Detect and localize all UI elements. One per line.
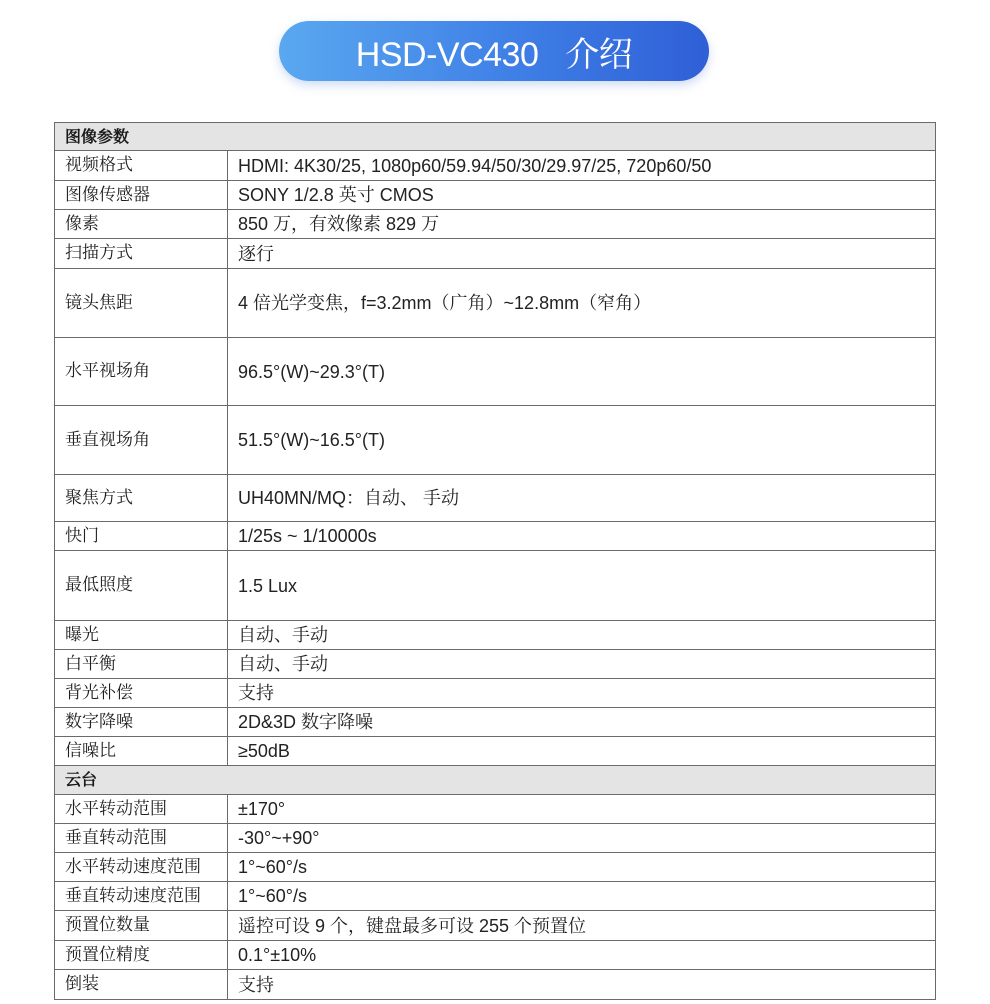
spec-value: 4 倍光学变焦，f=3.2mm（广角）~12.8mm（窄角） [228, 269, 936, 338]
spec-value: 0.1°±10% [228, 941, 936, 970]
spec-label: 镜头焦距 [55, 269, 228, 338]
spec-value: -30°~+90° [228, 824, 936, 853]
table-row [55, 679, 936, 708]
spec-label: 快门 [55, 522, 228, 551]
spec-label: 预置位精度 [55, 941, 228, 970]
spec-value: 支持 [228, 679, 936, 708]
section-header-image [55, 123, 936, 151]
spec-value: 1.5 Lux [228, 551, 936, 621]
table-row [55, 406, 936, 475]
spec-value: SONY 1/2.8 英寸 CMOS [228, 181, 936, 210]
spec-label: 信噪比 [55, 737, 228, 766]
spec-label: 图像传感器 [55, 181, 228, 210]
spec-label: 水平视场角 [55, 338, 228, 406]
spec-value: 支持 [228, 970, 936, 1000]
spec-label: 视频格式 [55, 151, 228, 181]
table-row [55, 551, 936, 621]
table-row [55, 522, 936, 551]
table-row [55, 650, 936, 679]
spec-label: 倒装 [55, 970, 228, 1000]
table-row [55, 151, 936, 181]
title-banner [279, 21, 709, 81]
page-title: HSD-VC430 介绍 [355, 35, 633, 74]
spec-table [54, 122, 936, 1000]
table-row [55, 239, 936, 269]
table-row [55, 882, 936, 911]
spec-value: ±170° [228, 795, 936, 824]
spec-value: 2D&3D 数字降噪 [228, 708, 936, 737]
spec-value: 逐行 [228, 239, 936, 269]
spec-value: UH40MN/MQ：自动、 手动 [228, 475, 936, 522]
spec-value: 1/25s ~ 1/10000s [228, 522, 936, 551]
table-row [55, 269, 936, 338]
spec-label: 扫描方式 [55, 239, 228, 269]
spec-label: 垂直转动范围 [55, 824, 228, 853]
spec-label: 曝光 [55, 621, 228, 650]
spec-value: 1°~60°/s [228, 853, 936, 882]
spec-value: ≥50dB [228, 737, 936, 766]
table-row [55, 737, 936, 766]
table-row [55, 941, 936, 970]
table-row [55, 853, 936, 882]
table-row [55, 475, 936, 522]
table-row [55, 181, 936, 210]
spec-value: 自动、手动 [228, 621, 936, 650]
spec-value: 850 万，有效像素 829 万 [228, 210, 936, 239]
table-row [55, 795, 936, 824]
section-header-ptz [55, 766, 936, 795]
spec-label: 像素 [55, 210, 228, 239]
table-row [55, 824, 936, 853]
spec-label: 预置位数量 [55, 911, 228, 941]
spec-value: 遥控可设 9 个，键盘最多可设 255 个预置位 [228, 911, 936, 941]
spec-value: 51.5°(W)~16.5°(T) [228, 406, 936, 475]
spec-value: 96.5°(W)~29.3°(T) [228, 338, 936, 406]
section-title: 图像参数 [55, 123, 936, 151]
spec-label: 聚焦方式 [55, 475, 228, 522]
table-row [55, 338, 936, 406]
spec-label: 垂直视场角 [55, 406, 228, 475]
table-row [55, 970, 936, 1000]
spec-label: 背光补偿 [55, 679, 228, 708]
spec-value: HDMI: 4K30/25, 1080p60/59.94/50/30/29.97/25, 720p60/50 [228, 151, 936, 181]
spec-label: 数字降噪 [55, 708, 228, 737]
section-title: 云台 [55, 766, 936, 795]
spec-value: 自动、手动 [228, 650, 936, 679]
table-row [55, 621, 936, 650]
spec-label: 垂直转动速度范围 [55, 882, 228, 911]
spec-label: 水平转动速度范围 [55, 853, 228, 882]
table-row [55, 708, 936, 737]
spec-label: 最低照度 [55, 551, 228, 621]
spec-label: 白平衡 [55, 650, 228, 679]
spec-label: 水平转动范围 [55, 795, 228, 824]
spec-value: 1°~60°/s [228, 882, 936, 911]
table-row [55, 911, 936, 941]
table-row [55, 210, 936, 239]
